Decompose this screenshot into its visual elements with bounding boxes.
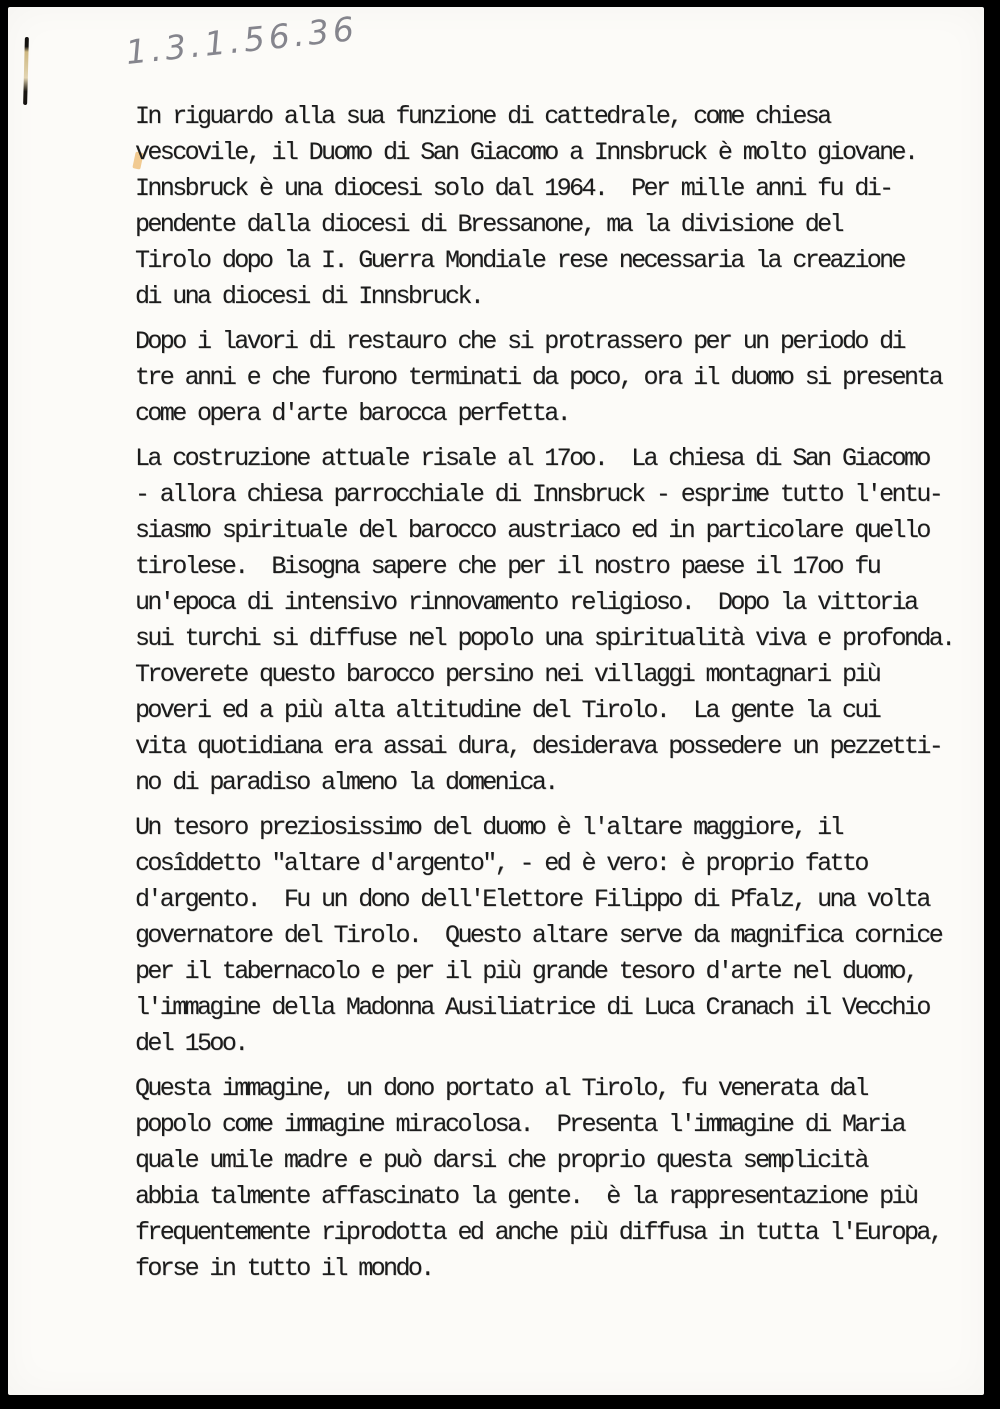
paragraph	[135, 324, 954, 432]
text-line: d'argento. Fu un dono dell'Elettore Filippo di Pfalz, una volta	[135, 885, 929, 914]
staple-mark	[23, 37, 29, 105]
paragraph	[135, 441, 954, 801]
text-line: vescovile, il Duomo di San Giacomo a Innsbruck è molto giovane.	[135, 138, 917, 167]
scanned-page	[8, 7, 984, 1395]
text-line: In riguardo alla sua funzione di cattedrale, come chiesa	[135, 102, 830, 131]
text-line: frequentemente riprodotta ed anche più diffusa in tutta l'Europa,	[135, 1218, 942, 1247]
text-line: forse in tutto il mondo.	[135, 1254, 433, 1283]
text-line: come opera d'arte barocca perfetta.	[135, 399, 570, 428]
text-line: poveri ed a più alta altitudine del Tirolo. La gente la cui	[135, 696, 880, 725]
text-line: Un tesoro preziosissimo del duomo è l'altare maggiore, il	[135, 813, 842, 842]
text-line: per il tabernacolo e per il più grande tesoro d'arte nel duomo,	[135, 957, 917, 986]
text-line: di una diocesi di Innsbruck.	[135, 282, 483, 311]
text-line: - allora chiesa parrocchiale di Innsbruck - esprime tutto l'entu-	[135, 480, 942, 509]
text-line: vita quotidiana era assai dura, desiderava possedere un pezzetti-	[135, 732, 942, 761]
paragraph	[135, 99, 954, 315]
paragraph	[135, 810, 954, 1062]
text-line: Questa immagine, un dono portato al Tirolo, fu venerata dal	[135, 1074, 867, 1103]
text-line: abbia talmente affascinato la gente. è la rappresentazione più	[135, 1182, 917, 1211]
text-line: cosîddetto "altare d'argento", - ed è vero: è proprio fatto	[135, 849, 867, 878]
text-line: no di paradiso almeno la domenica.	[135, 768, 557, 797]
text-line: sui turchi si diffuse nel popolo una spiritualità viva e profonda.	[135, 624, 954, 653]
text-line: l'immagine della Madonna Ausiliatrice di Luca Cranach il Vecchio	[135, 993, 929, 1022]
paragraph	[135, 1071, 954, 1287]
text-line: Tirolo dopo la I. Guerra Mondiale rese necessaria la creazione	[135, 246, 904, 275]
text-line: quale umile madre e può darsi che proprio questa semplicità	[135, 1146, 867, 1175]
text-line: Troverete questo barocco persino nei villaggi montagnari più	[135, 660, 880, 689]
text-line: pendente dalla diocesi di Bressanone, ma la divisione del	[135, 210, 842, 239]
text-line: La costruzione attuale risale al 17oo. La chiesa di San Giacomo	[135, 444, 929, 473]
text-line: Dopo i lavori di restauro che si protrassero per un periodo di	[135, 327, 904, 356]
text-line: Innsbruck è una diocesi solo dal 1964. Per mille anni fu di-	[135, 174, 892, 203]
text-line: del 15oo.	[135, 1029, 247, 1058]
text-line: popolo come immagine miracolosa. Presenta l'immagine di Maria	[135, 1110, 904, 1139]
text-line: siasmo spirituale del barocco austriaco ed in particolare quello	[135, 516, 929, 545]
text-line: tirolese. Bisogna sapere che per il nostro paese il 17oo fu	[135, 552, 880, 581]
text-line: governatore del Tirolo. Questo altare serve da magnifica cornice	[135, 921, 942, 950]
text-line: un'epoca di intensivo rinnovamento religioso. Dopo la vittoria	[135, 588, 917, 617]
document-text	[135, 99, 954, 1296]
text-line: tre anni e che furono terminati da poco, ora il duomo si presenta	[135, 363, 942, 392]
handwritten-archival-number: 1.3.1.56.36	[123, 8, 360, 72]
